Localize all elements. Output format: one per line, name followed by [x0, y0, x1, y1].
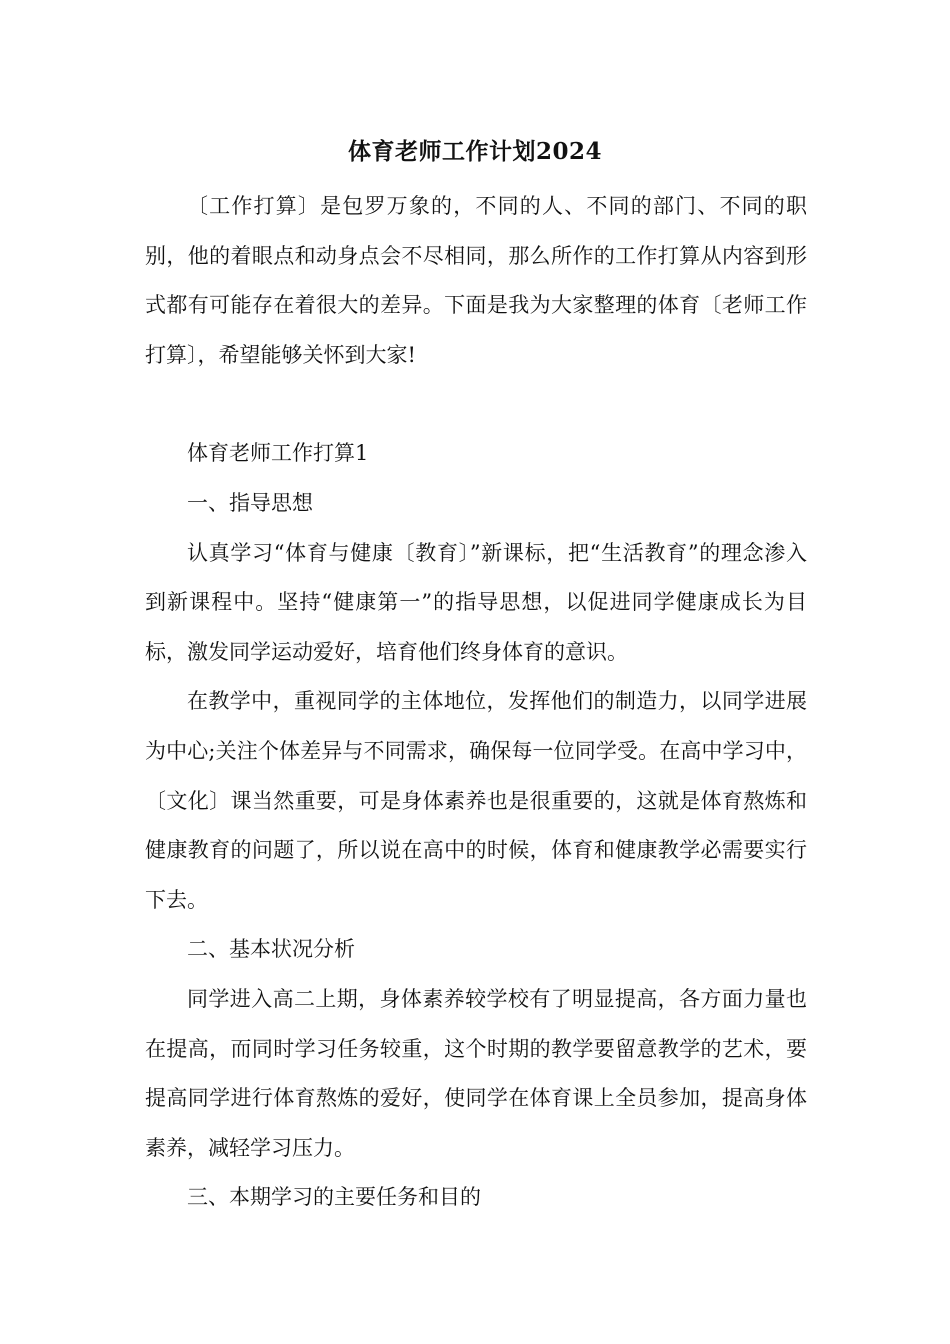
section3-heading: 三、本期学习的主要任务和目的 [187, 1185, 481, 1210]
section2-heading: 二、基本状况分析 [187, 937, 355, 962]
section2-paragraph-1: 同学进入高二上期，身体素养较学校有了明显提高，各方面力量也在提高，而同时学习任务较重，这个时期的教学要留意教学的艺术，要提高同学进行体育熬炼的爱好，使同学在体育课上全员参加，提高身体素养，减轻学习压力。 [145, 986, 807, 1160]
section1-heading: 一、指导思想 [187, 490, 313, 515]
document-body [145, 182, 807, 1223]
section1-paragraph-2: 在教学中，重视同学的主体地位，发挥他们的制造力，以同学进展为中心;关注个体差异与不同需求，确保每一位同学受。在高中学习中，〔文化〕课当然重要，可是身体素养也是很重要的，这就是体育熬炼和健康教育的问题了，所以说在高中的时候，体育和健康教学必需要实行下去。 [145, 689, 807, 912]
blank-line [145, 380, 807, 429]
plan-title: 体育老师工作打算1 [187, 441, 369, 466]
document-title: 体育老师工作计划2024 [347, 138, 602, 165]
intro-paragraph: 〔工作打算〕是包罗万象的，不同的人、不同的部门、不同的职别，他的着眼点和动身点会不尽相同，那么所作的工作打算从内容到形式都有可能存在着很大的差异。下面是我为大家整理的体育〔老师工作打算〕，希望能够关怀到大家! [145, 194, 807, 367]
section1-paragraph-1: 认真学习“体育与健康〔教育〕”新课标，把“生活教育”的理念渗入到新课程中。坚持“健康第一”的指导思想，以促进同学健康成长为目标，激发同学运动爱好，培育他们终身体育的意识。 [145, 540, 807, 664]
